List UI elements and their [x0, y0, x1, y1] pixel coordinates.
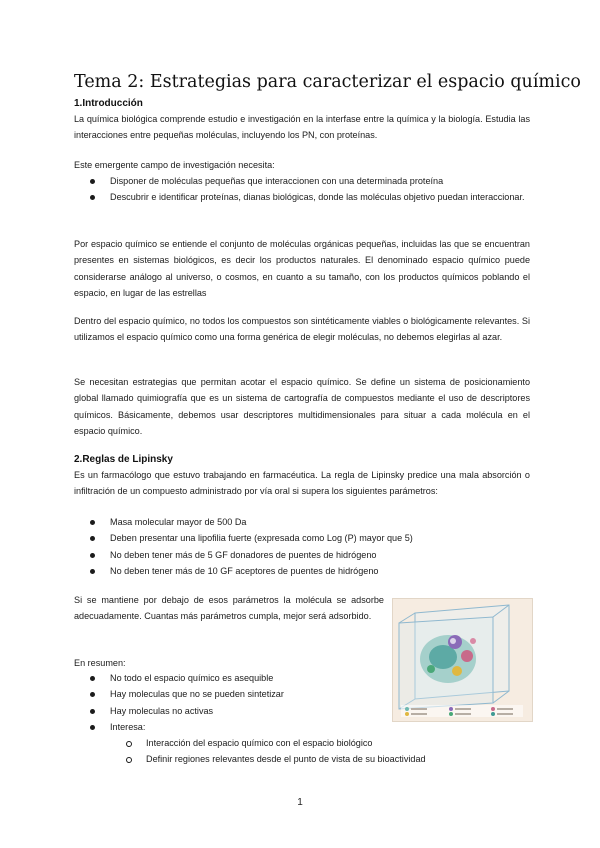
- legend-marker: [449, 707, 453, 711]
- page-title: Tema 2: Estrategias para caracterizar el espacio químico: [74, 72, 581, 92]
- legend-text-stub: [455, 713, 471, 715]
- legend-panel: [401, 705, 523, 717]
- intro-paragraph-5: Se necesitan estrategias que permitan acotar el espacio químico. Se define un sistema de posicionamiento global llamado quimiografía que es un sistema de cartografía de compuestos mediante el uso de descriptores químicos. Básicamente, debemos usar descriptores multidimensionales para situar a cada molécula en el espacio químico.: [74, 377, 530, 436]
- summary-bullet-item: No todo el espacio químico es asequible: [74, 670, 374, 686]
- lipinsky-rule-item: No deben tener más de 5 GF donadores de puentes de hidrógeno: [74, 547, 530, 563]
- legend-text-stub: [455, 708, 471, 710]
- cluster-small: [470, 638, 476, 644]
- summary-label: En resumen:: [74, 658, 126, 668]
- intro-paragraph-1: La química biológica comprende estudio e investigación en la interfase entre la química y la biología. Estudia las interacciones entre pequeñas moléculas, incluyendo los PN, con proteínas.: [74, 114, 530, 141]
- lipinsky-paragraph-2: Si se mantiene por debajo de esos parámetros la molécula se adsorbe adecuadamente. Cuantas más parámetros cumpla, mejor será adsorbido.: [74, 595, 384, 622]
- lipinsky-rule-item: No deben tener más de 10 GF aceptores de puentes de hidrógeno: [74, 563, 530, 579]
- legend-marker: [491, 712, 495, 716]
- intro-bullet-item: Descubrir e identificar proteínas, dianas biológicas, donde las moléculas objetivo puedan interaccionar.: [74, 189, 530, 205]
- section-heading-lipinsky: 2.Reglas de Lipinsky: [74, 454, 173, 465]
- summary-bullet-item: Hay moleculas no activas: [74, 703, 374, 719]
- legend-marker: [491, 707, 495, 711]
- summary-bullet-item: Interesa:: [74, 719, 374, 735]
- legend-text-stub: [497, 713, 513, 715]
- cluster-green: [427, 665, 435, 673]
- cluster-yellow: [452, 666, 462, 676]
- cluster-pink: [461, 650, 473, 662]
- figure-legend: [401, 705, 523, 717]
- legend-marker: [405, 707, 409, 711]
- summary-bullet-item: Hay moleculas que no se pueden sintetizar: [74, 686, 374, 702]
- cluster-highlight: [450, 638, 456, 644]
- page-number: 1: [297, 797, 303, 808]
- lipinsky-rule-item: Deben presentar una lipofilia fuerte (expresada como Log (P) mayor que 5): [74, 530, 530, 546]
- intro-paragraph-3: Por espacio químico se entiende el conjunto de moléculas orgánicas pequeñas, incluidas las que se encuentran presentes en sistemas biológicos, es decir los productos naturales. El denominado espacio químico puede considerarse análogo al universo, o cosmos, en cuanto a su tamaño, con los productos químicos poblando el espacio, en lugar de las estrellas: [74, 239, 530, 298]
- intro-bullet-item: Disponer de moléculas pequeñas que interaccionen con una determinada proteína: [74, 173, 530, 189]
- lipinsky-rule-item: Masa molecular mayor de 500 Da: [74, 514, 530, 530]
- legend-marker: [449, 712, 453, 716]
- chemical-space-cube-figure: [392, 598, 533, 722]
- intro-paragraph-4: Dentro del espacio químico, no todos los compuestos son sintéticamente viables o biológicamente relevantes. Si utilizamos el espacio químico como una forma genérica de elegir moléculas, no debemos elegirlas al azar.: [74, 316, 530, 343]
- summary-sub-bullet-item: Interacción del espacio químico con el espacio biológico: [110, 735, 530, 751]
- chemical-space-illustration: [393, 599, 532, 721]
- summary-bullet-list: [74, 670, 374, 735]
- summary-sub-bullet-item: Definir regiones relevantes desde el punto de vista de su bioactividad: [110, 751, 530, 767]
- summary-sub-bullet-list: [110, 735, 530, 768]
- intro-bullet-list: [74, 173, 530, 206]
- legend-text-stub: [411, 713, 427, 715]
- section-heading-introduccion: 1.Introducción: [74, 98, 143, 109]
- legend-text-stub: [497, 708, 513, 710]
- lipinsky-paragraph-1: Es un farmacólogo que estuvo trabajando en farmacéutica. La regla de Lipinsky predice una mala absorción o infiltración de un compuesto administrado por vía oral si supera los siguientes parámetros:: [74, 470, 530, 497]
- intro-paragraph-2: Este emergente campo de investigación necesita:: [74, 160, 275, 170]
- legend-text-stub: [411, 708, 427, 710]
- lipinsky-rules-list: [74, 514, 530, 579]
- legend-marker: [405, 712, 409, 716]
